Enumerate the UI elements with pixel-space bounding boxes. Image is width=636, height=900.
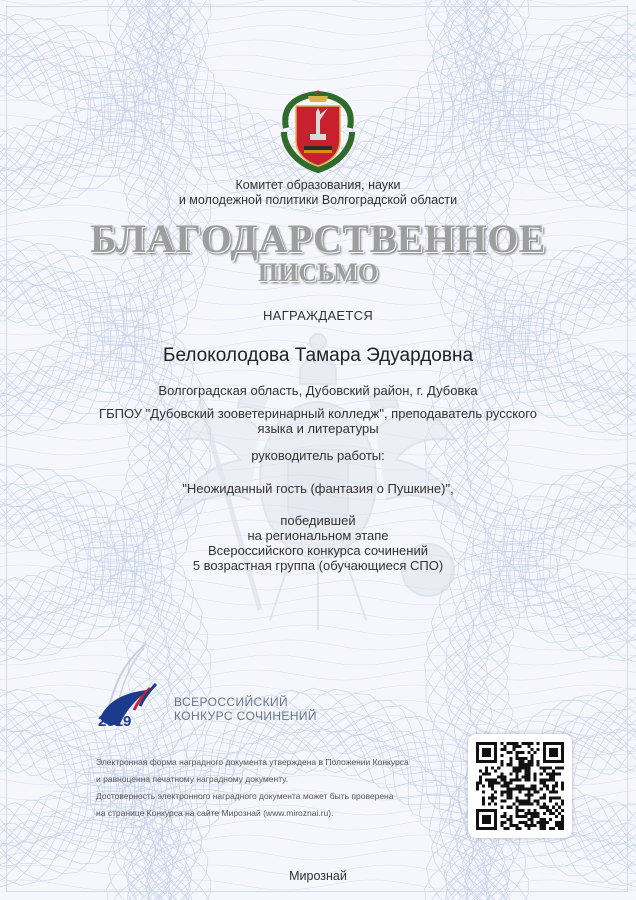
recipient-location: Волгоградская область, Дубовский район, г. Дубовка (158, 383, 478, 398)
recipient-name: Белоколодова Тамара Эдуардовна (162, 345, 474, 366)
contest-logo-year: 2019 (98, 713, 132, 730)
committee-line-2: и молодежной политики Волгоградской области (178, 193, 458, 207)
notice-line-2: и равноценна печатному наградному документу. (96, 774, 288, 784)
qr-code[interactable] (476, 742, 564, 830)
contest-logo-line-2: КОНКУРС СОЧИНЕНИЙ (174, 709, 317, 723)
notice-line-4: на странице Конкурса на сайте Мирознай (www.miroznai.ru). (96, 808, 334, 818)
supervisor-label: руководитель работы: (251, 448, 385, 463)
document-subtitle: ПИСЬМО (257, 258, 379, 287)
electronic-document-notice (96, 754, 446, 822)
contest-logo-line-1: ВСЕРОССИЙСКИЙ (174, 695, 289, 709)
contest-logo (86, 640, 170, 730)
notice-line-1: Электронная форма наградного документа утверждена в Положении Конкурса (96, 757, 409, 767)
organization-line-1: ГБПОУ "Дубовский зооветеринарный колледж", преподаватель русского (99, 406, 537, 421)
organization-line-2: языка и литературы (257, 421, 379, 436)
document-title: БЛАГОДАРСТВЕННОЕ (90, 216, 546, 261)
volgograd-coat-of-arms (278, 88, 358, 176)
work-title: "Неожиданный гость (фантазия о Пушкине)", (182, 481, 454, 496)
winner-line-1: победившей (280, 513, 356, 528)
qr-code-frame[interactable] (468, 734, 572, 838)
contest-logo-text (174, 695, 317, 723)
winner-line-2: на региональном этапе (247, 528, 389, 543)
footer-brand: Мирознай (289, 869, 347, 883)
notice-line-3: Достоверность электронного наградного документа может быть проверена (96, 791, 394, 801)
awarded-label: НАГРАЖДАЕТСЯ (262, 308, 374, 323)
committee-line-1: Комитет образования, науки (235, 178, 401, 192)
winner-line-3: Всероссийского конкурса сочинений (208, 543, 428, 558)
committee-name (150, 178, 486, 208)
winner-line-4: 5 возрастная группа (обучающиеся СПО) (192, 558, 444, 573)
